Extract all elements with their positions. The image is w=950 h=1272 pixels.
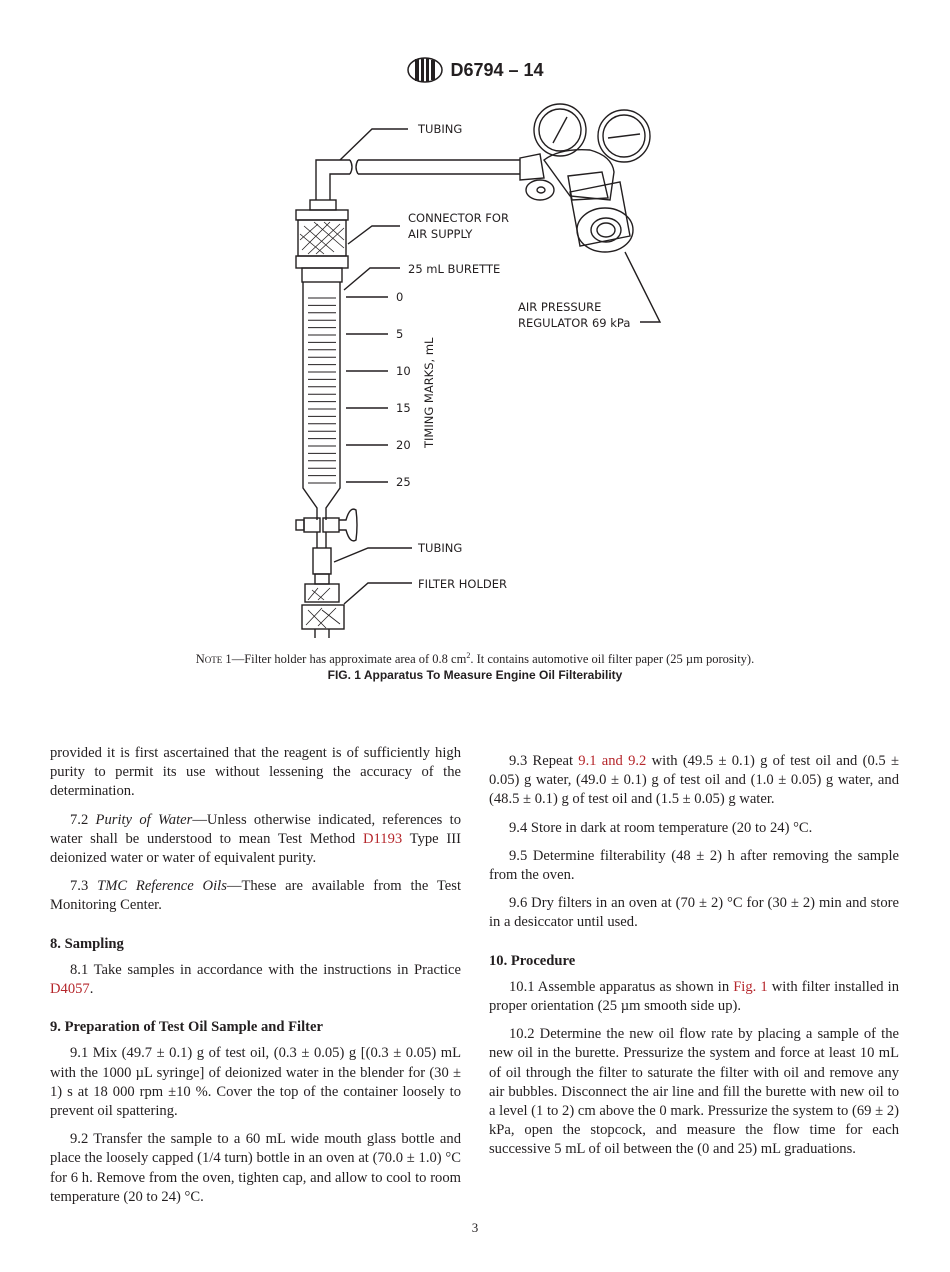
title: Purity of Water: [95, 811, 193, 828]
paragraph-9-3: [489, 752, 899, 810]
link-9-1-9-2[interactable]: 9.1 and 9.2: [578, 753, 647, 769]
right-column: [489, 744, 899, 1169]
note-sup: 2: [466, 651, 471, 660]
label-connector: CONNECTOR FOR: [408, 211, 509, 225]
timing-mark-label: 20: [396, 438, 411, 452]
label-burette: 25 mL BURETTE: [408, 262, 501, 276]
paragraph-9-6: 9.6 Dry filters in an oven at (70 ± 2) °C for (30 ± 2) min and store in a desiccator until used.: [489, 895, 899, 931]
left-column: [50, 744, 461, 1216]
section-heading-8: 8. Sampling: [50, 935, 124, 952]
text: .: [89, 981, 94, 998]
num: 7.2: [70, 811, 96, 828]
timing-mark-label: 0: [396, 290, 404, 304]
timing-mark-label: 10: [396, 364, 411, 378]
label-filter-holder: FILTER HOLDER: [418, 577, 507, 591]
note-text: —Filter holder has approximate area of 0.8 cm: [231, 652, 467, 667]
paragraph-8-1: [50, 961, 461, 999]
label-regulator-2: REGULATOR 69 kPa: [518, 316, 631, 330]
burette: [303, 282, 340, 520]
title: TMC Reference Oils: [97, 878, 227, 895]
label-tubing-top: TUBING: [418, 122, 463, 136]
paragraph: provided it is first ascertained that the reagent is of sufficiently high purity to permit its use without lessening the accuracy of the determination.: [50, 745, 461, 800]
designation: D6794 – 14: [450, 59, 544, 80]
section-heading-9: 9. Preparation of Test Oil Sample and Filter: [50, 1019, 323, 1036]
label-regulator: AIR PRESSURE: [518, 300, 602, 314]
timing-mark-label: 5: [396, 327, 404, 341]
paragraph-10-1: [489, 978, 899, 1016]
note-label: Note 1: [195, 652, 232, 667]
tubing-elbow: [316, 160, 350, 200]
pressure-regulator: [520, 104, 650, 252]
note-text-2: . It contains automotive oil filter paper (25 µm porosity).: [470, 652, 755, 667]
timing-mark-label: 15: [396, 401, 411, 415]
figure-caption: FIG. 1 Apparatus To Measure Engine Oil Filterability: [327, 668, 623, 682]
tubing-line: [358, 160, 520, 174]
paragraph-7-2: [50, 811, 461, 869]
text: 8.1 Take samples in accordance with the instructions in Practice: [70, 961, 461, 978]
label-timing-marks: TIMING MARKS, mL: [422, 337, 436, 448]
link-fig-1[interactable]: Fig. 1: [733, 978, 768, 995]
paragraph-10-2: 10.2 Determine the new oil flow rate by placing a sample of the new oil in the burette. Pressurize the system and force at least 10 mL of oil through the filter to saturate the filter with oil and remove any air bubbles. Disconnect the air line and fill the burette with new oil to a level (1 to 2) cm above the 0 mark. Pressurize the system to (69 ± 2) kPa, open the stopcock, and measure the flow time for each successive 5 mL of oil between the (0 and 25) mL graduations.: [489, 1026, 899, 1158]
link-d4057[interactable]: D4057: [50, 981, 90, 998]
page-number: 3: [471, 1220, 479, 1235]
leader: [340, 129, 408, 160]
paragraph-9-4: 9.4 Store in dark at room temperature (20 to 24) °C.: [509, 819, 813, 836]
text: —These are available from the Test Monitoring Center.: [50, 878, 461, 914]
link-d1193[interactable]: D1193: [362, 830, 403, 847]
label-tubing-bottom: TUBING: [418, 541, 463, 555]
paragraph-9-2: 9.2 Transfer the sample to a 60 mL wide mouth glass bottle and place the loosely capped (1/4 turn) bottle in an oven at (70.0 ± 1.0) °C for 6 h. Remove from the oven, tighten cap, and allow to cool to room temperature (20 to 24) °C.: [50, 1131, 461, 1205]
text: with (49.5 ± 0.1) g of test oil and (0.5 ± 0.05) g water, (49.0 ± 0.1) g of test oil and (1.0 ± 0.05) g water, and (48.5 ± 0.1) g of test oil and (1.5 ± 0.05) g water.: [489, 753, 899, 808]
timing-mark-label: 25: [396, 475, 411, 489]
text: 9.3 Repeat: [509, 753, 579, 769]
paragraph-9-1: 9.1 Mix (49.7 ± 0.1) g of test oil, (0.3 ± 0.05) g [(0.3 ± 0.05) mL with the 1000 µL syringe] of deionized water in the blender for (30 ± 1) s at 18 000 rpm ±10 %. Cover the top of the container loosely to prevent oil spattering.: [50, 1045, 461, 1120]
paragraph-9-5: 9.5 Determine filterability (48 ± 2) h after removing the sample from the oven.: [489, 847, 899, 884]
figure-note: [0, 651, 950, 667]
text: —Unless otherwise indicated, references to water shall be understood to mean Test Method: [50, 811, 461, 847]
text: Type III deionized water or water of equivalent purity.: [50, 830, 461, 867]
text: 10.1 Assemble apparatus as shown in: [509, 978, 734, 995]
section-heading-10: 10. Procedure: [489, 952, 576, 969]
num: 7.3: [70, 878, 98, 895]
label-connector-2: AIR SUPPLY: [408, 227, 473, 241]
text: with filter installed in proper orientation (25 µm smooth side up).: [489, 978, 900, 1015]
paragraph-7-3: [50, 877, 461, 915]
